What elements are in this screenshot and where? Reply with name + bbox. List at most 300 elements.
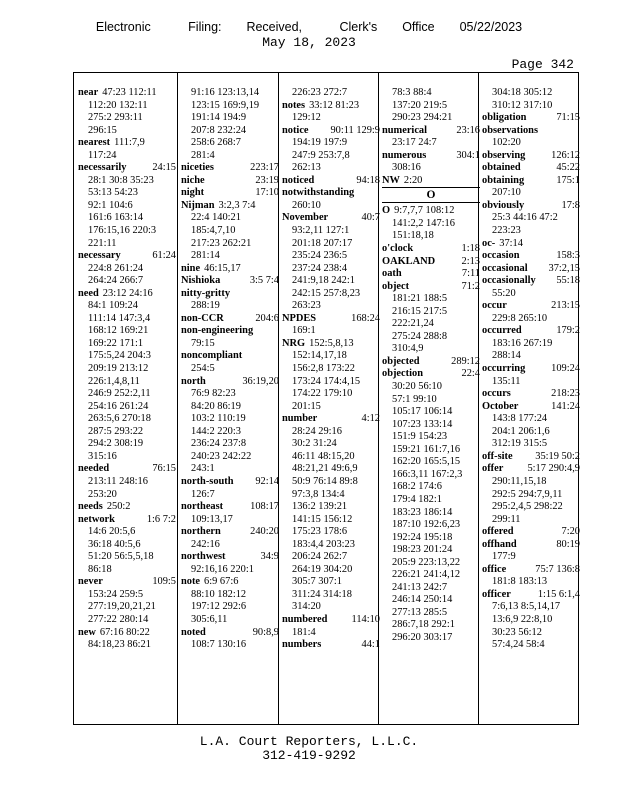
index-entry-headword-line bbox=[78, 514, 176, 527]
index-page-refs-line: 213:11 248:16 bbox=[88, 475, 148, 487]
index-term: necessarily bbox=[78, 162, 127, 174]
index-page-refs-line: 205:9 223:13,22 bbox=[392, 556, 461, 568]
index-page-refs-line: 247:9 253:7,8 bbox=[292, 149, 350, 161]
index-entry bbox=[181, 627, 279, 652]
index-page-refs: 4:12 bbox=[361, 413, 380, 425]
index-page-refs: 109:5 bbox=[152, 576, 176, 588]
index-page-refs-line: 168:12 169:21 bbox=[88, 325, 149, 337]
index-term: NW bbox=[382, 174, 400, 186]
index-entry-headword-line bbox=[482, 539, 580, 552]
index-entry-headword-line bbox=[382, 175, 480, 188]
index-entry-headword-line bbox=[282, 313, 380, 326]
index-page-refs-line: 194:19 197:9 bbox=[292, 137, 348, 149]
reporter-phone: 312-419-9292 bbox=[262, 748, 356, 763]
index-page-refs-line: 310:4,9 bbox=[392, 343, 424, 355]
index-entry bbox=[482, 363, 580, 388]
index-entry bbox=[482, 250, 580, 263]
index-entry bbox=[482, 463, 580, 526]
index-page-refs: 71:15 bbox=[556, 112, 580, 124]
index-page-refs-line: 242:15 257:8,23 bbox=[292, 287, 361, 299]
index-entry bbox=[482, 263, 580, 276]
index-entry bbox=[382, 368, 480, 644]
index-page-refs-line: 126:7 bbox=[191, 488, 215, 500]
index-page-refs-line: 221:11 bbox=[88, 237, 117, 249]
index-entry-headword-line bbox=[181, 187, 279, 200]
column-divider bbox=[478, 73, 479, 724]
index-entry bbox=[282, 187, 380, 212]
index-page-refs-line: 224:8 261:24 bbox=[88, 262, 144, 274]
index-term: November bbox=[282, 212, 329, 224]
index-page-refs-line: 91:16 123:13,14 bbox=[191, 87, 260, 98]
column-divider bbox=[177, 73, 178, 724]
index-page-refs: 3:5 7:4 bbox=[249, 275, 279, 287]
index-page-refs-line: 84:1 109:24 bbox=[88, 300, 138, 312]
index-entry-headword-line bbox=[482, 388, 580, 401]
index-page-refs-line: 290:11,15,18 bbox=[492, 475, 547, 487]
index-page-refs: 90:8,9 bbox=[252, 626, 279, 638]
index-page-refs: 37:2,15 bbox=[548, 262, 580, 274]
index-page-refs-line: 226:1,4,8,11 bbox=[88, 375, 140, 387]
index-entry-headword-line bbox=[282, 639, 380, 652]
index-entry-headword-line bbox=[482, 564, 580, 577]
index-term: Nishioka bbox=[181, 275, 221, 287]
index-entry bbox=[282, 614, 380, 639]
index-term: occasion bbox=[482, 250, 520, 262]
index-page-refs: 17:8 bbox=[561, 199, 580, 211]
index-page-refs-line: 226:23 272:7 bbox=[292, 87, 348, 98]
index-page-refs-line: 78:3 88:4 bbox=[392, 87, 432, 98]
index-page-refs: 47:23 112:11 bbox=[102, 87, 157, 98]
index-page-refs-line: 7:6,13 8:5,14,17 bbox=[492, 601, 561, 613]
index-entry bbox=[181, 325, 279, 350]
index-entry bbox=[482, 300, 580, 325]
index-page-refs: 67:16 80:22 bbox=[99, 626, 150, 638]
index-entry-headword-line bbox=[181, 526, 279, 539]
index-term: observations bbox=[482, 124, 538, 136]
index-page-refs-line: 135:11 bbox=[492, 375, 521, 387]
index-entry bbox=[282, 313, 380, 338]
index-entry bbox=[382, 150, 480, 175]
index-page-refs-line: 262:13 bbox=[292, 162, 321, 174]
index-entry-headword-line bbox=[181, 376, 279, 389]
index-page-refs: 168:24 bbox=[351, 312, 380, 324]
index-entry-headword-line bbox=[282, 187, 380, 200]
index-entry-headword-line bbox=[78, 627, 176, 640]
index-page-refs-line: 281:4 bbox=[191, 149, 215, 161]
index-page-refs-line: 201:15 bbox=[292, 400, 321, 412]
index-page-refs-line: 13:6,9 22:8,10 bbox=[492, 613, 553, 625]
index-entry bbox=[78, 250, 176, 288]
index-entry-headword-line bbox=[382, 125, 480, 138]
index-term: north bbox=[181, 375, 206, 387]
index-term: non-CCR bbox=[181, 312, 224, 324]
index-term: noted bbox=[181, 626, 206, 638]
index-term: northern bbox=[181, 526, 221, 538]
index-page-refs: 92:14 bbox=[255, 475, 279, 487]
index-term: notice bbox=[282, 124, 309, 136]
index-page-refs: 90:11 129:9 bbox=[330, 124, 380, 136]
index-entry bbox=[78, 137, 176, 162]
index-term: number bbox=[282, 413, 318, 425]
index-entry-headword-line bbox=[382, 150, 480, 163]
index-entry-headword-line bbox=[482, 162, 580, 175]
index-page-refs-line: 216:15 217:5 bbox=[392, 305, 448, 317]
filing-stamp: Electronic Filing: Received, Clerk's Office 05/22/2023 bbox=[95, 20, 523, 34]
index-entry-headword-line bbox=[482, 200, 580, 213]
index-entry bbox=[482, 150, 580, 163]
index-page-refs-line: 30:20 56:10 bbox=[392, 381, 442, 393]
index-entry-headword-line bbox=[482, 250, 580, 263]
index-page-refs-line: 237:24 238:4 bbox=[292, 262, 348, 274]
index-page-refs-line: 152:14,17,18 bbox=[292, 350, 347, 362]
index-page-refs-line: 162:20 165:5,15 bbox=[392, 456, 461, 468]
index-page-refs: 23:19 bbox=[255, 174, 279, 186]
index-page-refs-line: 308:16 bbox=[392, 162, 421, 174]
index-term: needs bbox=[78, 501, 103, 513]
index-page-refs-line: 141:2,2 147:16 bbox=[392, 217, 455, 229]
index-entry bbox=[482, 238, 580, 251]
index-entry-headword-line bbox=[78, 288, 176, 301]
index-term: occasionally bbox=[482, 275, 536, 287]
index-entry bbox=[282, 87, 380, 100]
index-page-refs-line: 229:8 265:10 bbox=[492, 312, 548, 324]
index-term: niche bbox=[181, 174, 205, 186]
index-term: oath bbox=[382, 268, 402, 280]
index-entry bbox=[78, 463, 176, 501]
index-page-refs-line: 260:10 bbox=[292, 199, 321, 211]
index-entry bbox=[482, 112, 580, 125]
index-page-refs-line: 263:23 bbox=[292, 300, 321, 312]
index-entry bbox=[181, 576, 279, 626]
index-page-refs: 152:5,8,13 bbox=[309, 337, 354, 349]
index-entry-headword-line bbox=[181, 263, 279, 276]
index-entry bbox=[181, 501, 279, 526]
index-page-refs-line: 112:20 132:11 bbox=[88, 99, 148, 111]
index-entry bbox=[482, 564, 580, 589]
index-page-refs-line: 36:18 40:5,6 bbox=[88, 538, 141, 550]
index-page-refs-line: 264:19 304:20 bbox=[292, 563, 353, 575]
index-page-refs-line: 197:12 292:6 bbox=[191, 601, 247, 613]
index-entry bbox=[382, 175, 480, 188]
index-page-refs: 240:20 bbox=[250, 526, 279, 538]
index-term: near bbox=[78, 87, 99, 98]
index-term: Nijman bbox=[181, 199, 215, 211]
index-page-refs: 33:12 81:23 bbox=[309, 99, 360, 111]
index-page-refs-line: 76:9 82:23 bbox=[191, 388, 236, 400]
index-entry-headword-line bbox=[282, 100, 380, 113]
index-page-refs-line: 22:4 140:21 bbox=[191, 212, 241, 224]
index-page-refs-line: 50:9 76:14 89:8 bbox=[292, 475, 358, 487]
index-page-refs-line: 264:24 266:7 bbox=[88, 275, 144, 287]
index-entry bbox=[78, 514, 176, 577]
index-page-refs: 9:7,7,7 108:12 bbox=[394, 205, 455, 217]
index-page-refs: 35:19 50:2 bbox=[535, 450, 580, 462]
index-page-refs-line: 57:1 99:10 bbox=[392, 393, 437, 405]
index-page-refs: 289:12 bbox=[451, 355, 480, 367]
index-page-refs: 2:20 bbox=[403, 174, 423, 186]
index-term: O bbox=[382, 205, 391, 217]
index-entry-headword-line bbox=[482, 300, 580, 313]
index-page-refs-line: 281:14 bbox=[191, 250, 220, 262]
index-entry bbox=[181, 288, 279, 313]
index-page-refs: 40:7 bbox=[361, 212, 380, 224]
index-page-refs: 34:9 bbox=[260, 551, 279, 563]
index-entry bbox=[181, 350, 279, 375]
index-term: niceties bbox=[181, 162, 214, 174]
index-page-refs-line: 305:6,11 bbox=[191, 613, 228, 625]
index-entry bbox=[482, 526, 580, 539]
index-page-refs: 5:17 290:4,9 bbox=[527, 463, 580, 475]
index-term: new bbox=[78, 626, 96, 638]
index-column-3 bbox=[282, 87, 380, 652]
column-divider bbox=[278, 73, 279, 724]
index-page-refs-line: 144:2 220:3 bbox=[191, 425, 241, 437]
index-entry-headword-line bbox=[181, 288, 279, 301]
index-page-refs-line: 292:5 294:7,9,11 bbox=[492, 488, 563, 500]
index-page-refs-line: 107:23 133:14 bbox=[392, 418, 453, 430]
index-page-refs-line: 156:2,8 173:22 bbox=[292, 363, 355, 375]
index-term: north-south bbox=[181, 475, 234, 487]
index-page-refs-line: 183:16 267:19 bbox=[492, 337, 553, 349]
index-term: o'clock bbox=[382, 243, 414, 255]
index-page-refs: 204:6 bbox=[255, 312, 279, 324]
index-term: obligation bbox=[482, 112, 527, 124]
index-term: officer bbox=[482, 588, 511, 600]
index-entry bbox=[282, 639, 380, 652]
index-entry-headword-line bbox=[482, 401, 580, 414]
index-page-refs-line: 222:21,24 bbox=[392, 318, 434, 330]
index-entry-headword-line bbox=[482, 263, 580, 276]
index-entry-headword-line bbox=[78, 87, 176, 100]
index-page-refs-line: 207:8 232:24 bbox=[191, 124, 247, 136]
index-page-refs-line: 207:10 bbox=[492, 187, 521, 199]
index-page-refs: 22:4 bbox=[461, 368, 480, 380]
index-entry-headword-line bbox=[282, 413, 380, 426]
index-entry bbox=[181, 476, 279, 501]
index-page-refs: 46:15,17 bbox=[204, 262, 241, 274]
index-page-refs-line: 243:1 bbox=[191, 463, 215, 475]
index-page-refs-line: 304:18 305:12 bbox=[492, 87, 553, 98]
index-page-refs-line: 88:10 182:12 bbox=[191, 588, 247, 600]
index-term: occasional bbox=[482, 262, 528, 274]
index-page-refs: 75:7 136:8 bbox=[535, 563, 580, 575]
index-term: nitty-gritty bbox=[181, 287, 231, 299]
index-term: numbers bbox=[282, 639, 322, 651]
index-entry-headword-line bbox=[482, 589, 580, 602]
index-term: occurred bbox=[482, 325, 522, 337]
index-entry-headword-line bbox=[482, 451, 580, 464]
index-page-refs: 304:1 bbox=[456, 149, 480, 161]
index-page-refs-line: 111:14 147:3,4 bbox=[88, 312, 151, 324]
index-page-refs: 94:18 bbox=[356, 174, 380, 186]
index-term: note bbox=[181, 576, 201, 588]
index-page-refs-line: 46:11 48:15,20 bbox=[292, 450, 355, 462]
index-page-refs-line: 254:16 261:24 bbox=[88, 400, 149, 412]
index-term: northwest bbox=[181, 551, 226, 563]
page-number: Page 342 bbox=[511, 57, 574, 72]
index-entry-headword-line bbox=[181, 325, 279, 338]
index-column-1 bbox=[78, 87, 176, 652]
index-page-refs: 55:18 bbox=[556, 275, 580, 287]
index-page-refs-line: 246:14 250:14 bbox=[392, 594, 453, 606]
index-column-5 bbox=[482, 87, 580, 652]
index-entry bbox=[382, 125, 480, 150]
index-page-refs: 76:15 bbox=[152, 463, 176, 475]
index-term: numerous bbox=[382, 149, 427, 161]
index-page-refs-line: 103:2 110:19 bbox=[191, 413, 246, 425]
index-page-refs-line: 305:7 307:1 bbox=[292, 576, 342, 588]
index-entry-headword-line bbox=[181, 175, 279, 188]
index-entry bbox=[482, 451, 580, 464]
index-page-refs-line: 253:20 bbox=[88, 488, 117, 500]
reporter-name: L.A. Court Reporters, L.L.C. bbox=[199, 734, 419, 749]
index-entry-headword-line bbox=[181, 476, 279, 489]
index-page-refs: 17:10 bbox=[255, 187, 279, 199]
index-page-refs-line: 175:23 178:6 bbox=[292, 526, 348, 538]
index-page-refs-line: 136:2 139:21 bbox=[292, 501, 348, 513]
index-entry-headword-line bbox=[482, 238, 580, 251]
index-page-refs-line: 105:17 106:14 bbox=[392, 406, 453, 418]
index-page-refs-line: 176:15,16 220:3 bbox=[88, 225, 157, 237]
index-term: obtaining bbox=[482, 174, 525, 186]
index-entry bbox=[282, 125, 380, 175]
index-page-refs: 61:24 bbox=[152, 250, 176, 262]
index-page-refs: 7:20 bbox=[561, 526, 580, 538]
index-term: oc- bbox=[482, 237, 496, 249]
index-page-refs-line: 315:16 bbox=[88, 450, 117, 462]
index-entry-headword-line bbox=[382, 281, 480, 294]
index-entry bbox=[282, 338, 380, 413]
index-entry-headword-line bbox=[181, 501, 279, 514]
index-page-refs: 109:24 bbox=[551, 363, 580, 375]
index-page-refs-line: 79:15 bbox=[191, 337, 215, 349]
index-term: needed bbox=[78, 463, 110, 475]
index-entry bbox=[482, 200, 580, 238]
index-entry bbox=[282, 175, 380, 188]
index-entry bbox=[482, 401, 580, 451]
index-entry bbox=[181, 187, 279, 200]
index-page-refs-line: 183:4,4 203:23 bbox=[292, 538, 355, 550]
index-entry bbox=[382, 256, 480, 269]
index-page-refs-line: 48:21,21 49:6,9 bbox=[292, 463, 358, 475]
index-page-refs: 175:1 bbox=[556, 174, 580, 186]
index-page-refs-line: 209:19 213:12 bbox=[88, 363, 149, 375]
index-page-refs-line: 166:3,11 167:2,3 bbox=[392, 468, 463, 480]
index-entry bbox=[382, 268, 480, 281]
index-entry bbox=[181, 175, 279, 188]
index-term: notes bbox=[282, 99, 306, 111]
index-page-refs: 23:16 bbox=[456, 124, 480, 136]
index-page-refs-line: 206:24 262:7 bbox=[292, 551, 348, 563]
index-term: non-engineering bbox=[181, 325, 254, 337]
index-entry-headword-line bbox=[482, 526, 580, 539]
index-page-refs: 1:18 bbox=[461, 243, 480, 255]
index-page-refs-line: 236:24 237:8 bbox=[191, 438, 247, 450]
index-page-refs-line: 254:5 bbox=[191, 363, 215, 375]
index-entry-headword-line bbox=[78, 137, 176, 150]
index-term: objected bbox=[382, 355, 420, 367]
index-entry bbox=[181, 200, 279, 263]
index-entry bbox=[482, 175, 580, 200]
index-entry-headword-line bbox=[181, 551, 279, 564]
index-entry-headword-line bbox=[382, 356, 480, 369]
index-entry bbox=[482, 589, 580, 652]
index-page-refs-line: 246:9 252:2,11 bbox=[88, 388, 151, 400]
index-page-refs-line: 311:24 314:18 bbox=[292, 588, 352, 600]
index-entry bbox=[482, 325, 580, 363]
index-entry bbox=[181, 263, 279, 276]
index-page-refs: 223:17 bbox=[250, 162, 279, 174]
index-page-refs-line: 187:10 192:6,23 bbox=[392, 519, 461, 531]
index-page-refs-line: 286:7,18 292:1 bbox=[392, 619, 455, 631]
index-page-refs-line: 290:23 294:21 bbox=[392, 112, 453, 124]
index-page-refs-line: 53:13 54:23 bbox=[88, 187, 138, 199]
index-term: occurring bbox=[482, 363, 526, 375]
index-entry bbox=[282, 100, 380, 125]
index-page-refs-line: 191:14 194:9 bbox=[191, 112, 247, 124]
index-page-refs: 2:13 bbox=[461, 255, 480, 267]
index-entry-headword-line bbox=[482, 275, 580, 288]
index-entry-headword-line bbox=[78, 501, 176, 514]
index-page-refs-line: 143:8 177:24 bbox=[492, 413, 548, 425]
index-entry-headword-line bbox=[382, 256, 480, 269]
index-page-refs-line: 181:4 bbox=[292, 626, 316, 638]
index-page-refs-line: 55:20 bbox=[492, 287, 516, 299]
deposition-date: May 18, 2023 bbox=[262, 35, 356, 50]
index-page-refs: 141:24 bbox=[551, 400, 580, 412]
index-page-refs-line: 185:4,7,10 bbox=[191, 225, 236, 237]
index-page-refs-line: 174:22 179:10 bbox=[292, 388, 353, 400]
index-page-refs-line: 181:21 188:5 bbox=[392, 293, 448, 305]
index-page-refs-line: 241:9,18 242:1 bbox=[292, 275, 355, 287]
index-entry bbox=[482, 87, 580, 112]
index-term: numerical bbox=[382, 124, 428, 136]
index-entry-headword-line bbox=[482, 125, 580, 138]
index-page-refs-line: 241:13 242:7 bbox=[392, 581, 448, 593]
index-page-refs: 108:17 bbox=[250, 501, 279, 513]
index-entry-headword-line bbox=[181, 627, 279, 640]
index-entry bbox=[382, 281, 480, 356]
index-entry bbox=[78, 162, 176, 250]
index-page-refs-line: 223:23 bbox=[492, 225, 521, 237]
index-term: noticed bbox=[282, 174, 315, 186]
index-page-refs-line: 275:2 293:11 bbox=[88, 112, 143, 124]
index-page-refs-line: 242:16 bbox=[191, 538, 220, 550]
index-entry-headword-line bbox=[282, 175, 380, 188]
index-entry bbox=[382, 87, 480, 125]
index-entry-headword-line bbox=[482, 325, 580, 338]
index-term: offered bbox=[482, 526, 514, 538]
index-page-refs-line: 84:20 86:19 bbox=[191, 400, 241, 412]
index-entry bbox=[181, 162, 279, 175]
index-entry-headword-line bbox=[482, 363, 580, 376]
index-term: October bbox=[482, 400, 519, 412]
index-term: nine bbox=[181, 262, 201, 274]
index-page-refs-line: 151:18,18 bbox=[392, 230, 434, 242]
index-entry bbox=[181, 87, 279, 162]
index-page-refs: 218:23 bbox=[551, 388, 580, 400]
index-page-refs-line: 201:18 207:17 bbox=[292, 237, 353, 249]
index-term: NRG bbox=[282, 337, 306, 349]
index-page-refs-line: 169:22 171:1 bbox=[88, 337, 144, 349]
index-term: need bbox=[78, 287, 99, 299]
index-page-refs-line: 97:3,8 134:4 bbox=[292, 488, 345, 500]
index-page-refs: 1:6 7:2 bbox=[146, 513, 176, 525]
index-page-refs-line: 175:5,24 204:3 bbox=[88, 350, 151, 362]
index-page-refs-line: 141:15 156:12 bbox=[292, 513, 353, 525]
index-term: NPDES bbox=[282, 312, 317, 324]
index-term: necessary bbox=[78, 250, 121, 262]
